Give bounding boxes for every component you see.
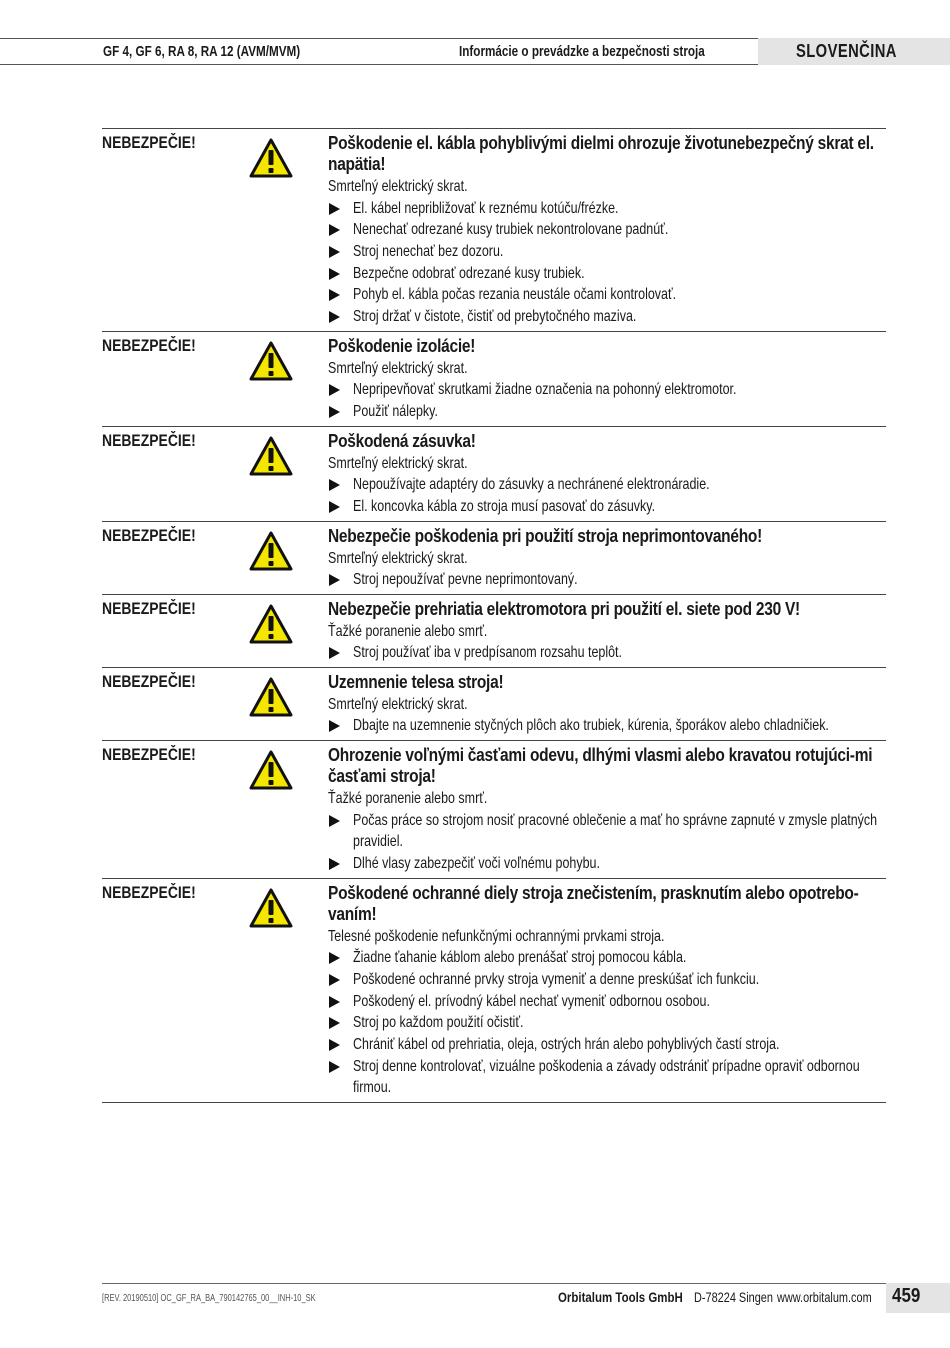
hazard-title <box>328 431 884 452</box>
hazard-text <box>328 336 884 423</box>
hazard-consequence-text: Smrteľný elektrický skrat. <box>328 454 468 472</box>
signal-word: NEBEZPEČIE! <box>102 525 196 545</box>
footer-rule <box>102 1283 886 1284</box>
triangle-bullet-icon <box>329 952 340 964</box>
triangle-bullet-icon <box>329 311 340 323</box>
action-text: Chrániť kábel od prehriatia, oleja, ostrých hrán alebo pohyblivých častí stroja. <box>353 1036 780 1054</box>
hazard-title <box>328 883 884 925</box>
action-text: Pohyb el. kábla počas rezania neustále očami kontrolovať. <box>353 286 677 304</box>
triangle-bullet-icon <box>329 1039 340 1051</box>
action-item <box>328 1034 884 1056</box>
hazard-consequence <box>328 548 884 570</box>
header-rule-top <box>0 38 758 39</box>
hazard-title-text: Poškodenie el. kábla pohyblivými dielmi ohrozuje životunebezpečný skrat el. napätia! <box>328 133 874 174</box>
hazard-title-text: Poškodené ochranné diely stroja znečistením, prasknutím alebo opotrebo-vaním! <box>328 882 859 924</box>
hazard-consequence <box>328 453 884 475</box>
footer-address: D-78224 Singen <box>694 1289 773 1305</box>
hazard-consequence-text: Smrteľný elektrický skrat. <box>328 695 468 713</box>
action-item <box>328 947 884 969</box>
triangle-bullet-icon <box>329 815 340 827</box>
action-text: El. koncovka kábla zo stroja musí pasovať do zásuvky. <box>353 497 656 515</box>
action-item <box>328 198 884 220</box>
action-item <box>328 401 884 423</box>
hazard-consequence-text: Smrteľný elektrický skrat. <box>328 178 468 195</box>
signal-word: NEBEZPEČIE! <box>102 133 196 152</box>
hazard-text <box>328 883 884 1099</box>
hazard-title <box>328 599 884 620</box>
action-list <box>328 379 884 422</box>
action-text: Stroj držať v čistote, čistiť od prebytočného maziva. <box>353 308 637 326</box>
hazard-title-text: Poškodená zásuvka! <box>328 430 476 451</box>
triangle-bullet-icon <box>329 720 340 732</box>
triangle-bullet-icon <box>329 268 340 280</box>
triangle-bullet-icon <box>329 289 340 301</box>
warning-triangle-icon <box>249 436 293 476</box>
hazard-title <box>328 336 884 357</box>
triangle-bullet-icon <box>329 406 340 418</box>
hazard-consequence <box>328 926 884 948</box>
action-item <box>328 969 884 991</box>
warning-triangle-icon <box>249 341 293 381</box>
triangle-bullet-icon <box>329 384 340 396</box>
action-item <box>328 496 884 518</box>
action-text: Poškodený el. prívodný kábel nechať vymeniť odbornou osobou. <box>353 992 710 1010</box>
hazard-block <box>102 331 886 426</box>
hazard-title-text: Nebezpečie poškodenia pri použití stroja neprimontovaného! <box>328 525 763 546</box>
action-item <box>328 263 884 285</box>
hazard-title-text: Ohrozenie voľnými časťami odevu, dlhými vlasmi alebo kravatou rotujúci-mi časťami stroja! <box>328 745 873 787</box>
hazard-text <box>328 599 884 664</box>
hazard-consequence-text: Ťažké poranenie alebo smrť. <box>328 790 488 808</box>
action-item <box>328 991 884 1013</box>
header-section: Informácie o prevádzke a bezpečnosti stroja <box>459 43 705 60</box>
action-item <box>328 219 884 241</box>
triangle-bullet-icon <box>329 996 340 1008</box>
action-text: Nepoužívajte adaptéry do zásuvky a nechránené elektronáradie. <box>353 476 710 494</box>
action-list <box>328 474 884 517</box>
action-item <box>328 810 884 853</box>
hazard-title <box>328 526 884 547</box>
header-language: SLOVENČINA <box>796 41 897 61</box>
triangle-bullet-icon <box>329 203 340 215</box>
signal-word: NEBEZPEČIE! <box>102 598 196 618</box>
action-item <box>328 642 884 664</box>
hazard-block <box>102 667 886 740</box>
header-rule-bottom <box>0 64 758 65</box>
safety-table <box>102 128 886 1103</box>
signal-word: NEBEZPEČIE! <box>102 882 196 902</box>
action-list <box>328 198 884 328</box>
hazard-text <box>328 526 884 591</box>
signal-word: NEBEZPEČIE! <box>102 671 196 691</box>
triangle-bullet-icon <box>329 479 340 491</box>
warning-triangle-icon <box>249 138 293 178</box>
hazard-block <box>102 521 886 594</box>
action-item <box>328 1012 884 1034</box>
action-item <box>328 569 884 591</box>
footer-revision: [REV. 20190510] OC_GF_RA_BA_790142765_00__INH-10_SK <box>102 1293 316 1304</box>
footer-company: Orbitalum Tools GmbH <box>558 1289 683 1305</box>
action-list <box>328 569 884 591</box>
hazard-consequence-text: Telesné poškodenie nefunkčnými ochrannými prvkami stroja. <box>328 927 665 945</box>
action-list <box>328 642 884 664</box>
action-list <box>328 810 884 875</box>
hazard-consequence <box>328 176 884 198</box>
action-text: Stroj po každom použití očistiť. <box>353 1014 524 1032</box>
action-text: Bezpečne odobrať odrezané kusy trubiek. <box>353 264 585 282</box>
action-text: Nenechať odrezané kusy trubiek nekontrolovane padnúť. <box>353 221 669 239</box>
hazard-title-text: Uzemnenie telesa stroja! <box>328 671 504 692</box>
action-text: Stroj nenechať bez dozoru. <box>353 242 504 260</box>
action-item <box>328 241 884 263</box>
action-text: El. kábel nepribližovať k reznému kotúču/frézke. <box>353 199 619 217</box>
action-text: Počas práce so strojom nosiť pracovné oblečenie a mať ho správne zapnuté v zmysle platných pravidiel. <box>353 811 878 851</box>
hazard-consequence <box>328 788 884 810</box>
hazard-consequence <box>328 621 884 643</box>
footer-website: www.orbitalum.com <box>777 1289 872 1305</box>
hazard-consequence-text: Ťažké poranenie alebo smrť. <box>328 622 488 640</box>
hazard-title <box>328 133 884 175</box>
page-header <box>0 38 950 65</box>
action-text: Poškodené ochranné prvky stroja vymeniť a denne preskúšať ich funkciu. <box>353 970 760 988</box>
warning-triangle-icon <box>249 888 293 928</box>
hazard-consequence-text: Smrteľný elektrický skrat. <box>328 549 468 567</box>
hazard-block <box>102 426 886 521</box>
triangle-bullet-icon <box>329 647 340 659</box>
hazard-consequence-text: Smrteľný elektrický skrat. <box>328 359 468 377</box>
signal-word: NEBEZPEČIE! <box>102 430 196 450</box>
action-item <box>328 853 884 875</box>
hazard-block <box>102 740 886 878</box>
triangle-bullet-icon <box>329 858 340 870</box>
triangle-bullet-icon <box>329 224 340 236</box>
warning-triangle-icon <box>249 604 293 644</box>
action-text: Dlhé vlasy zabezpečiť voči voľnému pohybu. <box>353 855 600 873</box>
action-text: Stroj denne kontrolovať, vizuálne poškodenia a závady odstrániť prípadne opraviť odbornou firmou. <box>353 1057 860 1097</box>
hazard-consequence <box>328 358 884 380</box>
signal-word: NEBEZPEČIE! <box>102 335 196 355</box>
triangle-bullet-icon <box>329 574 340 586</box>
action-text: Použiť nálepky. <box>353 402 438 420</box>
triangle-bullet-icon <box>329 1061 340 1073</box>
warning-triangle-icon <box>249 750 293 790</box>
hazard-text <box>328 431 884 518</box>
action-item <box>328 284 884 306</box>
page-number: 459 <box>892 1285 921 1307</box>
triangle-bullet-icon <box>329 501 340 513</box>
action-item <box>328 306 884 328</box>
triangle-bullet-icon <box>329 1017 340 1029</box>
triangle-bullet-icon <box>329 974 340 986</box>
action-text: Dbajte na uzemnenie styčných plôch ako trubiek, kúrenia, šporákov alebo chladničiek. <box>353 717 829 735</box>
triangle-bullet-icon <box>329 246 340 258</box>
hazard-block <box>102 594 886 667</box>
action-item <box>328 379 884 401</box>
hazard-text <box>328 133 884 328</box>
action-text: Nepripevňovať skrutkami žiadne označenia na pohonný elektromotor. <box>353 381 737 399</box>
action-item <box>328 474 884 496</box>
action-list <box>328 947 884 1099</box>
warning-triangle-icon <box>249 531 293 571</box>
hazard-consequence <box>328 694 884 716</box>
hazard-block <box>102 128 886 331</box>
hazard-title <box>328 745 884 787</box>
signal-word: NEBEZPEČIE! <box>102 745 196 765</box>
action-list <box>328 715 884 737</box>
action-item <box>328 1056 884 1099</box>
hazard-text <box>328 745 884 875</box>
hazard-block <box>102 878 886 1103</box>
hazard-text <box>328 672 884 737</box>
page-footer <box>0 1283 950 1313</box>
hazard-title <box>328 672 884 693</box>
hazard-title-text: Poškodenie izolácie! <box>328 335 476 356</box>
action-text: Stroj nepoužívať pevne neprimontovaný. <box>353 571 578 589</box>
header-product: GF 4, GF 6, RA 8, RA 12 (AVM/MVM) <box>103 43 301 60</box>
action-text: Žiadne ťahanie káblom alebo prenášať stroj pomocou kábla. <box>353 949 687 967</box>
action-item <box>328 715 884 737</box>
action-text: Stroj používať iba v predpísanom rozsahu teplôt. <box>353 644 622 662</box>
hazard-title-text: Nebezpečie prehriatia elektromotora pri použití el. siete pod 230 V! <box>328 598 800 619</box>
warning-triangle-icon <box>249 677 293 717</box>
